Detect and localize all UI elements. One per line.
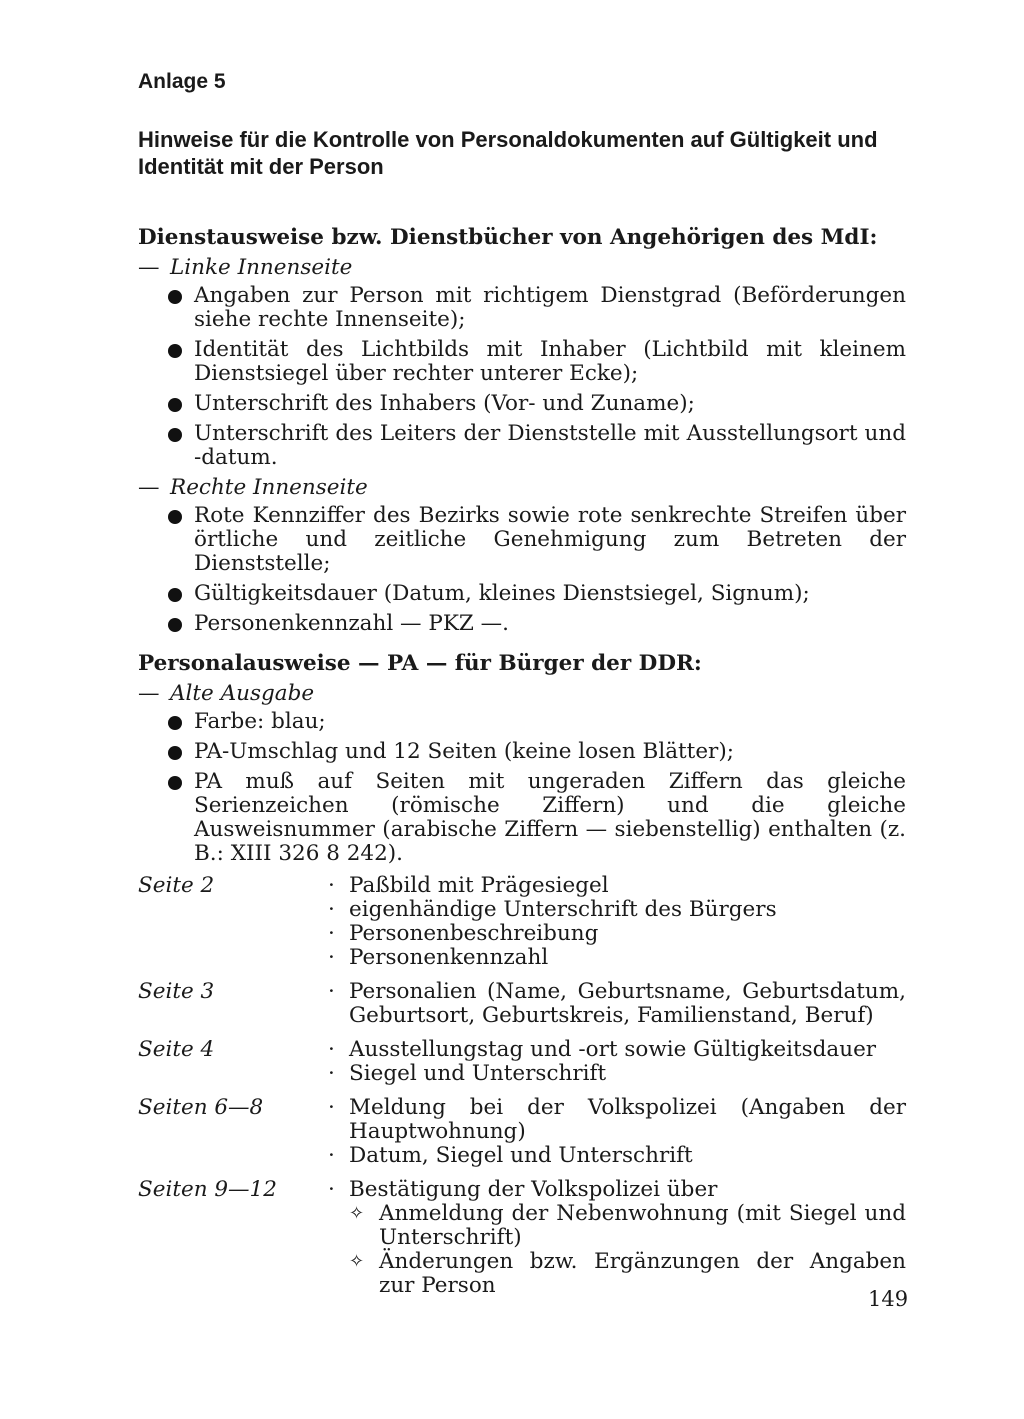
page-number: 149 xyxy=(868,1287,909,1311)
page-item: · Bestätigung der Volkspolizei über xyxy=(328,1177,718,1202)
diamond-icon: ✧ xyxy=(349,1203,365,1224)
page-item: · Personalien (Name, Geburtsname, Geburtsdatum, Geburtsort, Geburtskreis, Familienstand, Beruf) xyxy=(328,979,906,1028)
page-contents-table xyxy=(138,874,906,1298)
middle-dot-icon: · xyxy=(328,1061,335,1086)
middle-dot-icon: · xyxy=(328,979,335,1004)
list-item: Angaben zur Person mit richtigem Dienstgrad (Beförderungen siehe rechte Innenseite); xyxy=(168,284,906,332)
page-item: · Paßbild mit Prägesiegel xyxy=(328,873,609,898)
page-row xyxy=(138,1178,906,1298)
page-item: · Datum, Siegel und Unterschrift xyxy=(328,1143,693,1168)
bullet-icon xyxy=(168,716,182,730)
list-item: Farbe: blau; xyxy=(168,710,906,734)
page-items xyxy=(316,980,906,1028)
bullet-icon xyxy=(168,776,182,790)
page-label: Seite 3 xyxy=(138,979,215,1004)
page-items xyxy=(316,874,906,970)
page-items xyxy=(316,1038,906,1086)
middle-dot-icon: · xyxy=(328,1143,335,1168)
middle-dot-icon: · xyxy=(328,1037,335,1062)
bullet-icon xyxy=(168,510,182,524)
page-items xyxy=(316,1178,906,1298)
bullet-list xyxy=(138,710,906,866)
subheading-right-inside: — Rechte Innenseite xyxy=(138,475,368,500)
page-label: Seiten 6—8 xyxy=(138,1095,264,1120)
diamond-icon: ✧ xyxy=(349,1251,365,1272)
bullet-icon xyxy=(168,588,182,602)
page-row xyxy=(138,874,906,970)
page-item: · Siegel und Unterschrift xyxy=(328,1061,607,1086)
list-item: Personenkennzahl — PKZ —. xyxy=(168,612,906,636)
page-items xyxy=(316,1096,906,1168)
section-heading-service-ids: Dienstausweise bzw. Dienstbücher von Angehörigen des MdI: xyxy=(138,225,878,250)
content xyxy=(138,226,906,1308)
middle-dot-icon: · xyxy=(328,921,335,946)
list-item: Gültigkeitsdauer (Datum, kleines Dienstsiegel, Signum); xyxy=(168,582,906,606)
page-row xyxy=(138,1096,906,1168)
section-heading-personal-ids: Personalausweise — PA — für Bürger der DDR: xyxy=(138,651,702,676)
page-label: Seiten 9—12 xyxy=(138,1177,277,1202)
list-item: Unterschrift des Inhabers (Vor- und Zuname); xyxy=(168,392,906,416)
bullet-icon xyxy=(168,618,182,632)
page-item: · Personenbeschreibung xyxy=(328,921,599,946)
page-row xyxy=(138,980,906,1028)
page-title: Hinweise für die Kontrolle von Personaldokumenten auf Gültigkeit und Identität mit der Person xyxy=(138,127,878,179)
middle-dot-icon: · xyxy=(328,1177,335,1202)
middle-dot-icon: · xyxy=(328,1095,335,1120)
middle-dot-icon: · xyxy=(328,945,335,970)
list-item: Unterschrift des Leiters der Dienststelle mit Ausstellungsort und -datum. xyxy=(168,422,906,470)
bullet-icon xyxy=(168,746,182,760)
bullet-icon xyxy=(168,428,182,442)
list-item: Rote Kennziffer des Bezirks sowie rote senkrechte Streifen über örtliche und zeitliche Genehmigung zum Betreten der Dienststelle; xyxy=(168,504,906,576)
page-item: · eigenhändige Unterschrift des Bürgers xyxy=(328,897,777,922)
bullet-icon xyxy=(168,398,182,412)
annex-label: Anlage 5 xyxy=(138,70,226,93)
page-row xyxy=(138,1038,906,1086)
page-item: · Meldung bei der Volkspolizei (Angaben der Hauptwohnung) xyxy=(328,1095,906,1144)
page-item: · Ausstellungstag und -ort sowie Gültigkeitsdauer xyxy=(328,1037,877,1062)
middle-dot-icon: · xyxy=(328,897,335,922)
subheading-left-inside: — Linke Innenseite xyxy=(138,255,353,280)
page-label: Seite 2 xyxy=(138,873,215,898)
bullet-icon xyxy=(168,290,182,304)
bullet-list xyxy=(138,284,906,470)
page-subitem: ✧ Änderungen bzw. Ergänzungen der Angaben zur Person xyxy=(349,1249,906,1298)
bullet-icon xyxy=(168,344,182,358)
list-item: Identität des Lichtbilds mit Inhaber (Lichtbild mit kleinem Dienstsiegel über rechter unterer Ecke); xyxy=(168,338,906,386)
subheading-old-edition: — Alte Ausgabe xyxy=(138,681,315,706)
list-item: PA-Umschlag und 12 Seiten (keine losen Blätter); xyxy=(168,740,906,764)
bullet-list xyxy=(138,504,906,636)
page-item: · Personenkennzahl xyxy=(328,945,549,970)
list-item: PA muß auf Seiten mit ungeraden Ziffern das gleiche Serienzeichen (römische Ziffern) und die gleiche Ausweisnummer (arabische Ziffern — siebenstellig) enthalten (z. B.: XIII 326 8 242). xyxy=(168,770,906,866)
middle-dot-icon: · xyxy=(328,873,335,898)
page-label: Seite 4 xyxy=(138,1037,215,1062)
page-subitem: ✧ Anmeldung der Nebenwohnung (mit Siegel und Unterschrift) xyxy=(349,1201,906,1250)
